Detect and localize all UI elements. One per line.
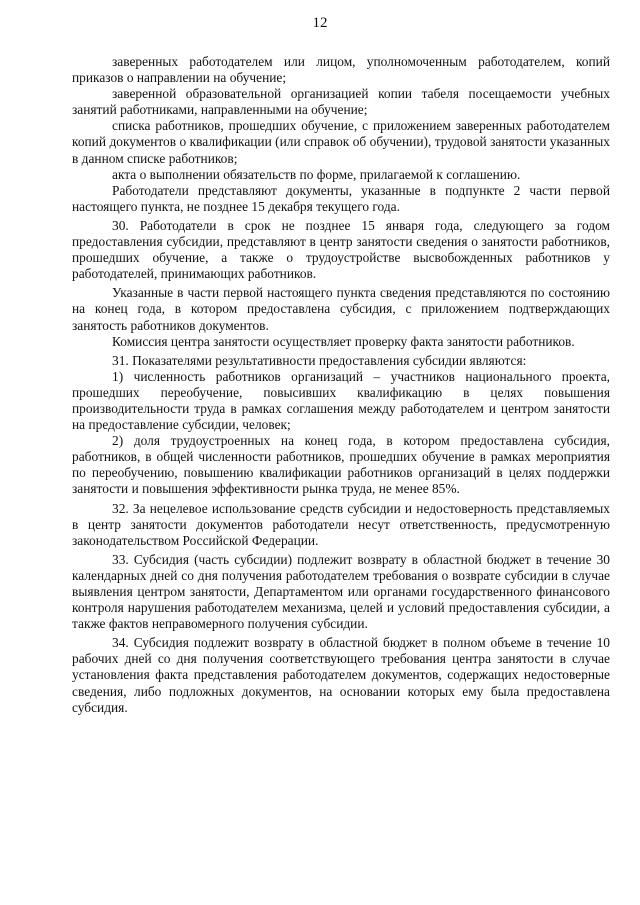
paragraph-4: акта о выполнении обязательств по форме, прилагаемой к соглашению.	[112, 166, 521, 182]
paragraph-9: 31. Показателями результативности предоставления субсидии являются:	[112, 352, 527, 368]
document-body	[72, 54, 610, 716]
paragraph-8: Комиссия центра занятости осуществляет проверку факта занятости работников.	[112, 333, 575, 349]
paragraph-2: заверенной образовательной организацией копии табеля посещаемости учебных занятий работниками, направленными на обучение;	[72, 86, 610, 118]
paragraph-12: 32. За нецелевое использование средств субсидии и недостоверность представляемых в центр занятости документов работодатели несут ответственность, предусмотренную законодательством Российской Федерации.	[72, 500, 610, 548]
paragraph-10: 1) численность работников организаций – участников национального проекта, прошедших переобучение, повысивших квалификацию в целях повышения производительности труда в рамках соглашения между работодателем и центром занятости на предоставление субсидии, человек;	[72, 368, 610, 433]
paragraph-1: заверенных работодателем или лицом, уполномоченным работодателем, копий приказов о направлении на обучение;	[72, 54, 610, 86]
paragraph-13: 33. Субсидия (часть субсидии) подлежит возврату в областной бюджет в течение 30 календарных дней со дня получения работодателем требования о возврате субсидии в случае выявления центром занятости, Департаментом или органами государственного финансового контроля нарушения работодателем механизма, целей и условий предоставления субсидии, а также фактов неправомерного получения субсидии.	[72, 551, 610, 632]
paragraph-11: 2) доля трудоустроенных на конец года, в котором предоставлена субсидия, работников, в общей численности работников, прошедших обучение в рамках мероприятия по переобучению, повышению квалификации работников организаций в целях поддержки занятости и повышения эффективности рынка труда, не менее 85%.	[72, 433, 610, 497]
paragraph-5: Работодатели представляют документы, указанные в подпункте 2 части первой настоящего пункта, не позднее 15 декабря текущего года.	[72, 182, 610, 214]
paragraph-14: 34. Субсидия подлежит возврату в областной бюджет в полном объеме в течение 10 рабочих дней со дня получения соответствующего требования центра занятости в случае установления факта представления работодателем документов, содержащих недостоверные сведения, либо подложных документов, на основании которых ему была предоставлена субсидия.	[72, 635, 610, 715]
page-number: 12	[312, 15, 328, 31]
paragraph-6: 30. Работодатели в срок не позднее 15 января года, следующего за годом предоставления субсидии, представляют в центр занятости сведения о занятости работников, прошедших обучение, а также о трудоустройстве высвобожденных работников у работодателей, принимающих работников.	[72, 217, 610, 282]
paragraph-7: Указанные в части первой настоящего пункта сведения представляются по состоянию на конец года, в котором предоставлена субсидия, с приложением подтверждающих занятость работников документов.	[72, 285, 610, 333]
paragraph-3: списка работников, прошедших обучение, с приложением заверенных работодателем копий документов о квалификации (или справок об обучении), трудовой занятости указанных в данном списке работников;	[72, 118, 610, 166]
